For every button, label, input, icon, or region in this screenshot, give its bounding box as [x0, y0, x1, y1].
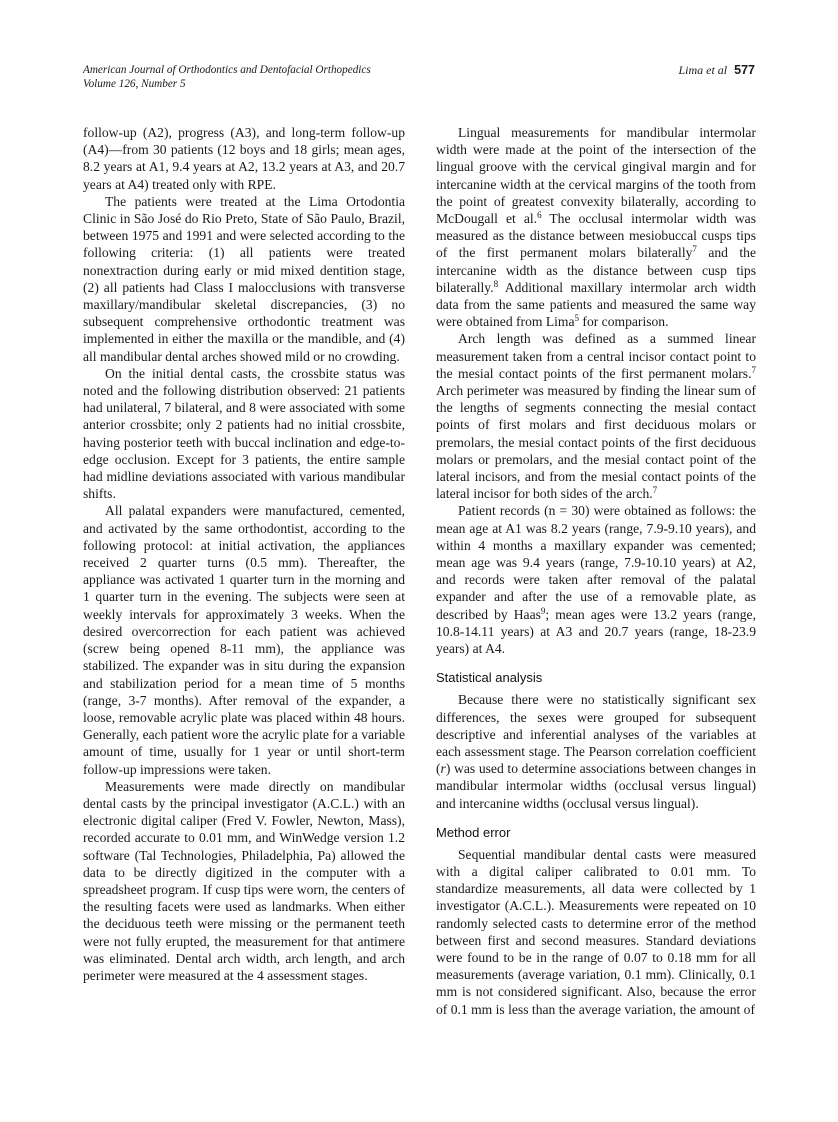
paragraph-lingual-measurements [436, 124, 756, 330]
reference-citation: 8 [493, 278, 499, 289]
text: and the intercanine width as the distance between cusp tips bilaterally. [436, 245, 756, 295]
left-column [83, 124, 405, 984]
right-column [436, 124, 756, 1018]
text: Arch length was defined as a summed linear measurement taken from a central incisor contact point to the mesial contact points of the first permanent molars. [436, 331, 756, 381]
paragraph: follow-up (A2), progress (A3), and long-term follow-up (A4)—from 30 patients (12 boys and 18 girls; mean ages, 8.2 years at A1, 9.4 years at A2, 13.2 years at A3, and 20.7 years at A4) treated only with RPE. [83, 125, 405, 192]
variable-r: r [440, 761, 446, 777]
text: Additional maxillary intermolar arch width data from the same patients and measured the same way were obtained from Lima [436, 279, 756, 330]
paragraph-method-error: Sequential mandibular dental casts were measured with a digital caliper calibrated to 0.01 mm. To standardize measurements, all data were collected by 1 investigator (A.C.L.). Measurements were repeated on 10 randomly selected casts to determine error of the method between first and second measures. Standard deviations were found to be in the range of 0.07 to 0.18 mm for all measurements (average variation, 0.1 mm). Clinically, 0.1 mm is not considered significant. Also, because the error of 0.1 mm is less than the average variation, the amount of [436, 846, 756, 1017]
page-author-and-number [678, 63, 755, 77]
text: Arch perimeter was measured by finding the linear sum of the lengths of segments connecting the mesial contact points of first molars and first deciduous molars or premolars, the mesial contact points of the first deciduous molars or premolars, and the mesial contact point of the lateral incisors, and from the mesial contact points of the lateral incisor for both sides of the arch. [436, 383, 756, 502]
section-heading-statistical-analysis: Statistical analysis [436, 670, 543, 686]
reference-citation: 9 [540, 605, 546, 616]
reference-citation: 7 [751, 364, 756, 375]
paragraph: Measurements were made directly on mandibular dental casts by the principal investigator (A.C.L.) with an electronic digital caliper (Fred V. Fowler, Newton, Mass), recorded accurate to 0.01 mm, and WinWedge version 1.2 software (Tal Technologies, Philadelphia, Pa) allowed the data to be directly digitized in the computer with a spreadsheet program. If cusp tips were worn, the centers of the resulting facets were used as landmarks. When either the deciduous teeth were missing or the permanent teeth were not fully erupted, the measurement for that antimere was eliminated. Dental arch width, arch length, and arch perimeter were measured at the 4 assessment stages. [83, 778, 405, 983]
paragraph-arch-length [436, 330, 756, 502]
text: ) was used to determine associations between changes in mandibular intermolar widths (occlusal versus lingual) and intercanine widths (occlusal versus lingual). [436, 761, 756, 811]
text: ; mean ages were 13.2 years (range, 10.8-14.11 years) at A3 and 20.7 years (range, 18-23.9 years) at A4. [436, 606, 756, 657]
journal-volume: Volume 126, Number 5 [83, 78, 186, 90]
paragraph: All palatal expanders were manufactured, cemented, and activated by the same orthodontist, according to the following protocol: at initial activation, the appliances received 2 quarter turns (0.5 mm). Thereafter, the appliance was activated 1 quarter turn in the morning and 1 quarter turn in the evening. The subjects were seen at weekly intervals for approximately 3 weeks. When the desired overcorrection for each patient was achieved (screw being opened 8-11 mm), the appliance was stabilized. The expander was in situ during the expansion and stabilization period for a mean time of 5 months (range, 3-7 months). After removal of the expander, a loose, removable acrylic plate was placed within 48 hours. Generally, each patient wore the acrylic plate for a variable amount of time, usually for 1 year or until short-term follow-up impressions were taken. [83, 503, 405, 777]
paragraph: The patients were treated at the Lima Ortodontia Clinic in São José do Rio Preto, State of São Paulo, Brazil, between 1975 and 1991 and were selected according to the following criteria: (1) all patients were treated nonextraction during early or mid mixed dentition stage, (2) all patients had Class I malocclusions with transverse maxillary/mandibular skeletal discrepancies, (3) no subsequent comprehensive orthodontic treatment was implemented in either the maxilla or the mandible, and (4) all mandibular dental arches showed mild or no crowding. [83, 193, 405, 364]
page-number: 577 [734, 63, 755, 77]
reference-citation: 7 [692, 244, 697, 255]
paragraph-statistical-analysis [436, 691, 756, 811]
text: Lingual measurements for mandibular intermolar width were made at the point of the intersection of the lingual groove with the cervical gingival margin and for intercanine width at the cervical margins of the tooth from the point of greatest convexity bilaterally, according to McDougall et al. [436, 125, 756, 227]
section-heading-method-error: Method error [436, 824, 511, 840]
paragraph: On the initial dental casts, the crossbite status was noted and the following distribution observed: 21 patients had unilateral, 7 bilateral, and 8 were associated with some anterior crossbite; only 2 patients had no initial crossbite, having posterior teeth with buccal inclination and edge-to-edge occlusion. Except for 3 patients, the entire sample had midline deviations associated with various mandibular shifts. [83, 365, 405, 502]
paragraph-patient-records [436, 502, 756, 657]
journal-title: American Journal of Orthodontics and Dentofacial Orthopedics [83, 64, 371, 76]
text: The occlusal intermolar width was measured as the distance between mesiobuccal cusps tips of the first permanent molars bilaterally [436, 211, 756, 261]
text: Because there were no statistically significant sex differences, the sexes were grouped for subsequent descriptive and inferential analyses of the variables at each assessment stage. The Pearson correlation coefficient ( [436, 692, 756, 777]
author-running-title: Lima et al [678, 63, 728, 77]
reference-citation: 7 [652, 485, 658, 496]
reference-citation: 5 [574, 313, 580, 324]
reference-citation: 6 [537, 210, 542, 221]
text: Patient records (n = 30) were obtained as follows: the mean age at A1 was 8.2 years (range, 7.9-9.10 years), and within 4 months a maxillary expander was cemented; mean age was 9.4 years (range, 7.9-10.10 years) at A2, and records were taken after removal of the palatal expander and after the use of a removable plate, as described by Haas [436, 503, 756, 622]
running-head [83, 63, 755, 91]
text: for comparison. [579, 314, 669, 330]
